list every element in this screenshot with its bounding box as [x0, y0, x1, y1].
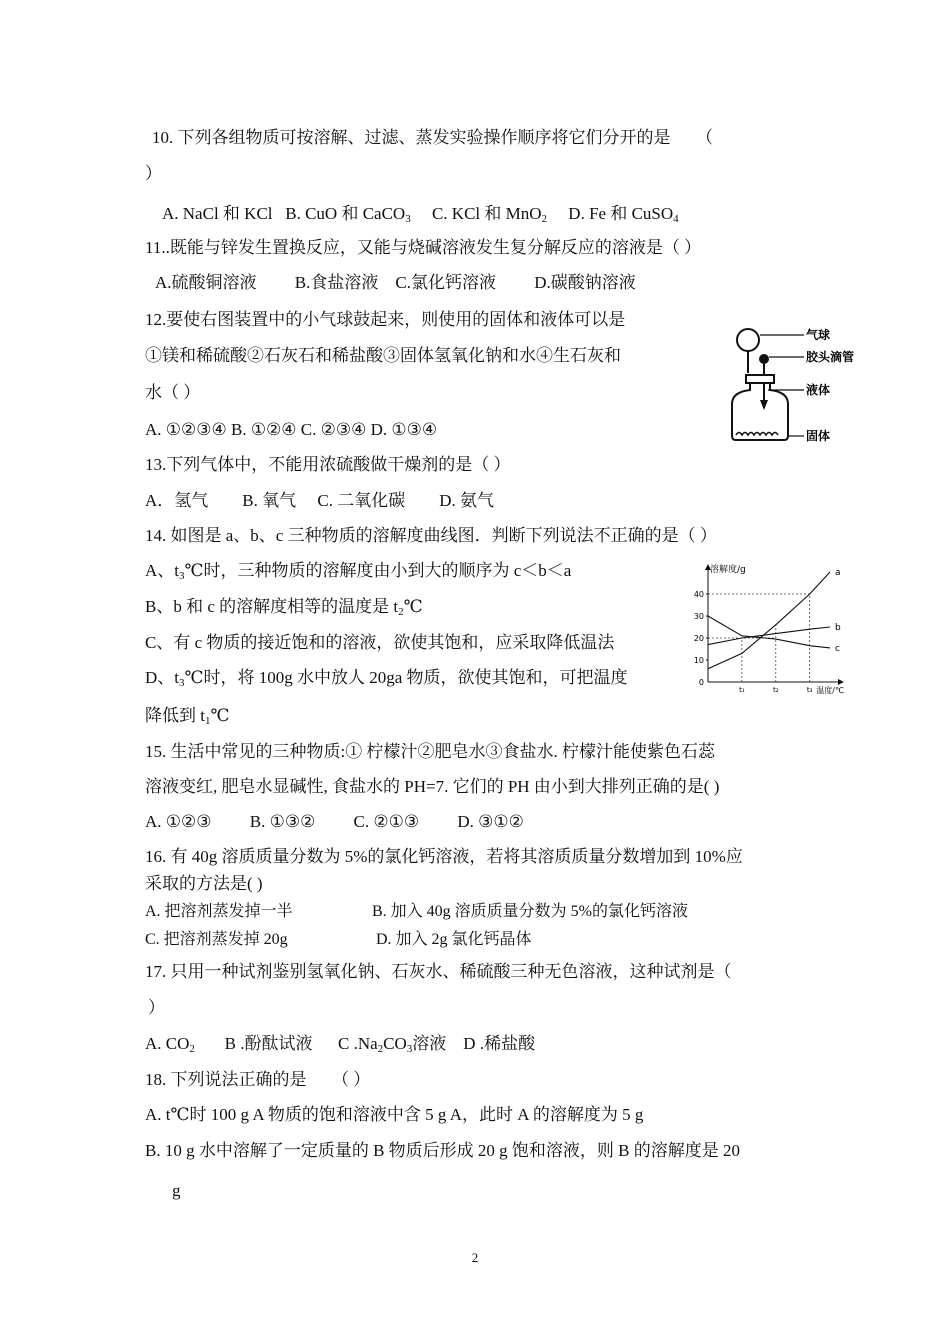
x-tick-label: t₁	[739, 686, 745, 694]
q13-stem: 13.下列气体中，不能用浓硫酸做干燥剂的是（ ）	[145, 455, 511, 474]
series-a-label: a	[835, 568, 841, 578]
y-tick-label: 10	[693, 656, 704, 665]
series-a-line	[708, 572, 830, 669]
q15-stem-cont: 溶液变红, 肥皂水显碱性, 食盐水的 PH=7. 它们的 PH 由小到大排列正确的是( )	[145, 777, 720, 796]
q16-stem-cont: 采取的方法是( )	[145, 874, 263, 893]
q10-stem-cont: ）	[145, 164, 162, 183]
liquid-label: 液体	[806, 383, 831, 397]
q15-options: A. ①②③ B. ①③② C. ②①③ D. ③①②	[145, 812, 524, 831]
q17-option-b: B .酚酞试液	[224, 1034, 313, 1053]
balloon-label: 气球	[806, 328, 831, 342]
q17-stem-cont: ）	[148, 998, 165, 1017]
q14-stem: 14. 如图是 a、b、c 三种物质的溶解度曲线图．判断下列说法不正确的是（ ）	[145, 526, 717, 545]
series-b-line	[708, 627, 830, 645]
q18-option-a: A. t℃时 100 g A 物质的饱和溶液中含 5 g A，此时 A 的溶解度为 5 g	[145, 1105, 644, 1124]
q11-stem: 11..既能与锌发生置换反应，又能与烧碱溶液发生复分解反应的溶液是（ ）	[145, 238, 702, 257]
solid-label: 固体	[806, 429, 831, 443]
q17-option-a: A. $CO_2$	[145, 1034, 195, 1055]
q18-stem: 18. 下列说法正确的是 （ ）	[145, 1070, 371, 1089]
q10-option-c: C. KCl 和 MnO$_2$	[431, 204, 548, 225]
series-b-label: b	[835, 623, 841, 633]
x-axis-label: 温度/℃	[816, 686, 844, 695]
x-tick-label: t₂	[772, 686, 779, 694]
q14-option-a: A、$t_3℃$时，三种物质的溶解度由小到大的顺序为 c＜b＜a	[145, 561, 572, 582]
q14-option-b: B、b 和 c 的溶解度相等的温度是 $t_2℃$	[145, 597, 423, 618]
q10-option-a: A. NaCl 和 KCl	[162, 204, 273, 223]
q15-stem: 15. 生活中常见的三种物质:① 柠檬汁②肥皂水③食盐水. 柠檬汁能使紫色石蕊	[145, 742, 715, 761]
q12-stem: 12.要使右图装置中的小气球鼓起来，则使用的固体和液体可以是	[145, 310, 626, 329]
y-axis-label: 溶解度/g	[710, 565, 746, 575]
q14-option-d: D、$t_3℃$时，将 100g 水中放人 20ga 物质，欲使其饱和，可把温度	[145, 668, 628, 689]
q16-option-b: B. 加入 40g 溶质质量分数为 5%的氯化钙溶液	[372, 903, 689, 920]
q12-options: A. ①②③④ B. ①②④ C. ②③④ D. ①③④	[145, 420, 438, 439]
x-axis-arrow	[838, 679, 844, 685]
q16-stem: 16. 有 40g 溶质质量分数为 5%的氯化钙溶液，若将其溶质质量分数增加到 10%应	[145, 847, 743, 866]
q11-options: A.硫酸铜溶液 B.食盐溶液 C.氯化钙溶液 D.碳酸钠溶液	[155, 273, 636, 292]
y-tick-label: 40	[693, 590, 704, 599]
series-c-line	[708, 616, 830, 648]
q18-option-b-cont: g	[172, 1181, 181, 1200]
balloon-icon	[737, 329, 759, 351]
q18-option-b: B. 10 g 水中溶解了一定质量的 B 物质后形成 20 g 饱和溶液，则 B 的溶解度是 20	[145, 1141, 741, 1160]
q10-option-d: D. Fe 和 CuSO$_4$	[568, 204, 679, 225]
balloon-apparatus-figure	[726, 318, 874, 446]
solubility-curve-chart	[686, 558, 846, 700]
y-tick-label: 20	[693, 634, 704, 643]
q17-option-d: D .稀盐酸	[463, 1034, 536, 1053]
q12-stem-line2: ①镁和稀硫酸②石灰石和稀盐酸③固体氢氧化钠和水④生石灰和	[145, 346, 621, 365]
q10-option-b: B. CuO 和 CaCO$_3$	[285, 204, 411, 225]
page-number: 2	[471, 1250, 479, 1265]
q10-options	[162, 203, 679, 225]
series-c-label: c	[835, 643, 840, 654]
y-tick-label: 30	[693, 612, 704, 621]
q16-option-c: C. 把溶剂蒸发掉 20g	[145, 931, 288, 948]
q16-option-d: D. 加入 2g 氯化钙晶体	[376, 931, 532, 948]
q13-options: A．氢气 B. 氧气 C. 二氧化碳 D. 氨气	[145, 491, 494, 510]
dropper-bulb-icon	[759, 354, 769, 364]
q16-option-a: A. 把溶剂蒸发掉一半	[145, 903, 293, 920]
y-tick-label: 0	[698, 678, 704, 687]
dropper-label: 胶头滴管	[806, 350, 855, 364]
q17-stem: 17. 只用一种试剂鉴别氢氧化钠、石灰水、稀硫酸三种无色溶液，这种试剂是（	[145, 962, 732, 981]
q10-stem: 10. 下列各组物质可按溶解、过滤、蒸发实验操作顺序将它们分开的是 （	[152, 128, 713, 147]
q14-option-c: C、有 c 物质的接近饱和的溶液，欲使其饱和，应采取降低温法	[145, 633, 615, 652]
q12-stem-line3: 水（ ）	[145, 383, 201, 402]
q14-option-d-cont: 降低到 $t_1℃$	[145, 706, 230, 727]
q17-option-c: C $.Na_2CO_3$溶液	[338, 1034, 447, 1055]
q17-options	[145, 1033, 535, 1055]
x-tick-label: t₃	[806, 686, 813, 694]
